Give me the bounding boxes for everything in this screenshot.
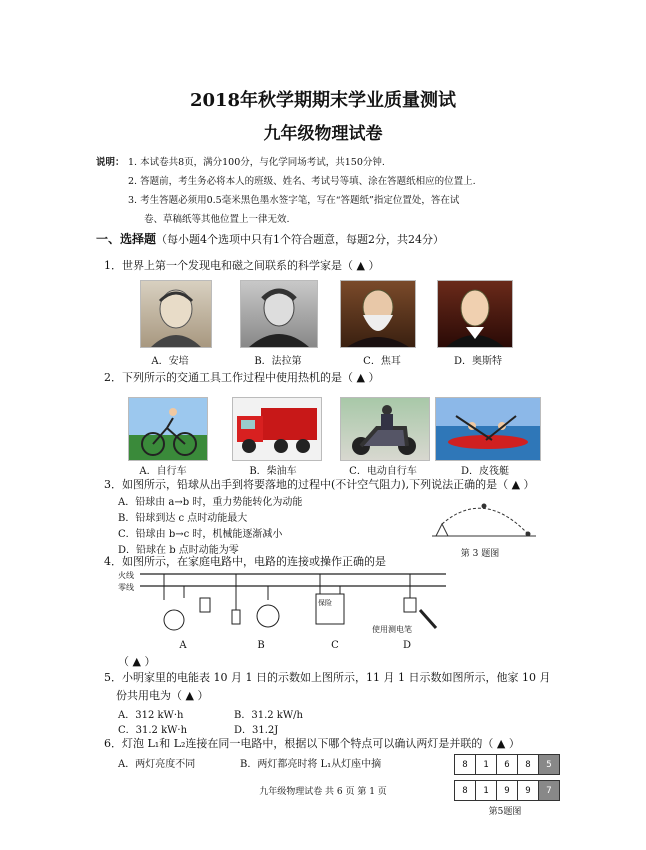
q3-option-b: B．铅球到达 c 点时动能最大 xyxy=(118,513,248,524)
meter2-digit: 8 xyxy=(455,781,476,801)
meter1-digit: 8 xyxy=(455,755,476,775)
image-electric-bike xyxy=(340,397,430,461)
tester-label: 使用测电笔 xyxy=(372,625,412,634)
q2-stem: 2．下列所示的交通工具工作过程中使用热机的是（ ▲ ） xyxy=(104,371,380,384)
instruction-3-cont: 卷、草稿纸等其他位置上一律无效. xyxy=(144,214,290,225)
meter-reading-oct1 xyxy=(454,754,560,775)
live-wire-label: 火线 xyxy=(118,571,134,580)
q4-label-a: A xyxy=(179,640,187,651)
portrait-oersted xyxy=(437,280,513,348)
instruction-3: 3. 考生答题必须用0.5毫米黑色墨水签字笔，写在“答题纸”指定位置处，答在试 xyxy=(128,195,460,206)
instruction-1: 1. 本试卷共8页，满分100分，与化学同场考试，共150分钟. xyxy=(128,157,385,168)
q5-option-d: D．31.2J xyxy=(234,725,279,736)
q5-option-c: C．31.2 kW·h xyxy=(118,725,188,736)
instructions xyxy=(96,153,576,229)
q5-figure-caption: 第5题图 xyxy=(488,807,522,817)
meter1-digit: 6 xyxy=(497,755,518,775)
section-title: 一、选择题 xyxy=(96,232,157,246)
q4-label-d: D xyxy=(402,640,412,651)
q2-option-d: D．皮筏艇 xyxy=(460,466,510,477)
meter1-decimal: 5 xyxy=(539,755,560,775)
meter2-digit: 1 xyxy=(476,781,497,801)
image-diesel-truck xyxy=(232,397,322,461)
q4-stem: 4．如图所示，在家庭电路中，电路的连接或操作正确的是 xyxy=(104,555,386,568)
q2-option-a: A．自行车 xyxy=(139,466,187,477)
page-footer: 九年级物理试卷 共 6 页 第 1 页 xyxy=(259,787,387,797)
q1-option-d: D．奥斯特 xyxy=(453,356,503,367)
portrait-faraday xyxy=(240,280,318,348)
section-heading xyxy=(96,230,444,247)
q6-stem: 6．灯泡 L₁和 L₂连接在同一电路中，根据以下哪个特点可以确认两灯是并联的（ ▲ ） xyxy=(104,737,520,750)
exam-subtitle: 九年级物理试卷 xyxy=(263,124,383,144)
section-desc: （每小题4个选项中只有1个符合题意，每题2分，共24分） xyxy=(156,233,445,246)
meter1-digit: 1 xyxy=(476,755,497,775)
q5-stem-line1: 5．小明家里的电能表 10 月 1 日的示数如上图所示，11 月 1 日示数如图所示，他家 10 月 xyxy=(104,671,551,684)
q4-label-c: C xyxy=(331,640,339,651)
q4-label-b: B xyxy=(257,640,265,651)
fuse-label: 保险 xyxy=(318,599,332,607)
q5-option-b: B．31.2 kW/h xyxy=(234,710,303,721)
exam-title: 2018年秋学期期末学业质量测试 xyxy=(189,90,457,111)
meter1-digit: 8 xyxy=(518,755,539,775)
q6-option-b: B．两灯都亮时将 L₁从灯座中摘 xyxy=(240,759,382,770)
q1-option-a: A．安培 xyxy=(151,356,189,367)
meter2-digit: 9 xyxy=(518,781,539,801)
portrait-ampere xyxy=(140,280,212,348)
q5-stem-line2: 份共用电为（ ▲ ） xyxy=(116,689,209,702)
image-kayak xyxy=(435,397,541,461)
q2-option-b: B．柴油车 xyxy=(249,466,297,477)
q3-trajectory-figure xyxy=(428,496,538,542)
q1-option-b: B．法拉第 xyxy=(254,356,302,367)
q5-option-a: A．312 kW·h xyxy=(118,710,184,721)
q4-answer-blank: （ ▲ ） xyxy=(118,655,156,668)
instruction-2: 2. 答题前，考生务必将本人的班级、姓名、考试号等填、涂在答题纸相应的位置上. xyxy=(128,176,476,187)
q3-figure-caption: 第 3 题图 xyxy=(460,549,500,559)
instructions-label: 说明： xyxy=(96,157,125,168)
q2-option-c: C．电动自行车 xyxy=(349,466,417,477)
portrait-joule xyxy=(340,280,416,348)
meter2-digit: 9 xyxy=(497,781,518,801)
q1-option-c: C．焦耳 xyxy=(363,356,401,367)
q6-option-a: A．两灯亮度不同 xyxy=(118,759,196,770)
q1-stem: 1．世界上第一个发现电和磁之间联系的科学家是（ ▲ ） xyxy=(104,259,380,272)
neutral-wire-label: 零线 xyxy=(118,583,134,592)
q3-stem: 3．如图所示，铅球从出手到将要落地的过程中(不计空气阻力),下列说法正确的是（ ▲ ） xyxy=(104,478,535,491)
q3-option-c: C．铅球由 b→c 时，机械能逐渐减小 xyxy=(118,529,283,540)
meter2-decimal: 7 xyxy=(539,781,560,801)
q3-option-a: A．铅球由 a→b 时，重力势能转化为动能 xyxy=(118,497,303,508)
image-bicycle xyxy=(128,397,208,461)
q3-option-d: D．铅球在 b 点时动能为零 xyxy=(118,545,239,556)
